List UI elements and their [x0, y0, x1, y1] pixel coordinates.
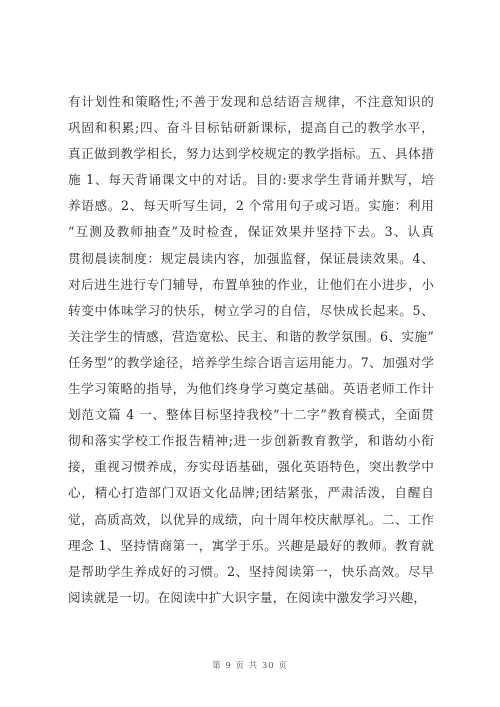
text-line: 心，精心打造部门双语文化品牌;团结紧张，严肃活泼，自醒自 [68, 485, 434, 501]
text-line: 养语感。2、每天听写生词，2 个常用句子或习语。实施：利用 [68, 198, 434, 214]
text-line: 生学习策略的指导，为他们终身学习奠定基础。英语老师工作计 [68, 381, 434, 397]
text-line: 真正做到教学相长，努力达到学校规定的教学指标。五、具体措 [68, 146, 434, 162]
text-line: 巩固和积累;四、奋斗目标钻研新课标，提高自己的教学水平， [68, 120, 434, 136]
text-line: 理念 1、坚持情商第一，寓学于乐。兴趣是最好的教师。教育就 [68, 537, 434, 553]
text-line: 有计划性和策略性;不善于发现和总结语言规律，不注意知识的 [68, 94, 434, 109]
text-line: 贯彻晨读制度：规定晨读内容，加强监督，保证晨读效果。4、 [68, 250, 434, 266]
text-line: 觉，高质高效，以优异的成绩，向十周年校庆献厚礼。二、工作 [68, 511, 434, 527]
text-line: 彻和落实学校工作报告精神;进一步创新教育教学，和谐幼小衔 [68, 433, 434, 449]
text-line: 接，重视习惯养成，夯实母语基础，强化英语特色，突出教学中 [68, 459, 434, 475]
text-line: 对后进生进行专门辅导，布置单独的作业，让他们在小进步，小 [68, 276, 434, 292]
text-line: “互测及教师抽查”及时检查，保证效果并坚持下去。3、认真 [68, 224, 434, 240]
text-line: 关注学生的情感，营造宽松、民主、和谐的教学氛围。6、实施” [68, 328, 434, 344]
text-line: 转变中体味学习的快乐，树立学习的自信，尽快成长起来。5、 [68, 302, 434, 318]
text-line: 任务型”的教学途径，培养学生综合语言运用能力。7、加强对学 [68, 354, 434, 370]
text-line: 施 1、每天背诵课文中的对话。目的:要求学生背诵并默写，培 [68, 172, 434, 188]
text-line: 阅读就是一切。在阅读中扩大识字量，在阅读中激发学习兴趣， [68, 589, 427, 605]
text-line: 是帮助学生养成好的习惯。2、坚持阅读第一，快乐高效。尽早 [68, 563, 434, 579]
text-line: 划范文篇 4 一、整体目标坚持我校“十二字”教育模式，全面贯 [68, 407, 434, 423]
body-text [68, 89, 434, 611]
page-number-footer: 第 9 页 共 30 页 [212, 661, 288, 671]
